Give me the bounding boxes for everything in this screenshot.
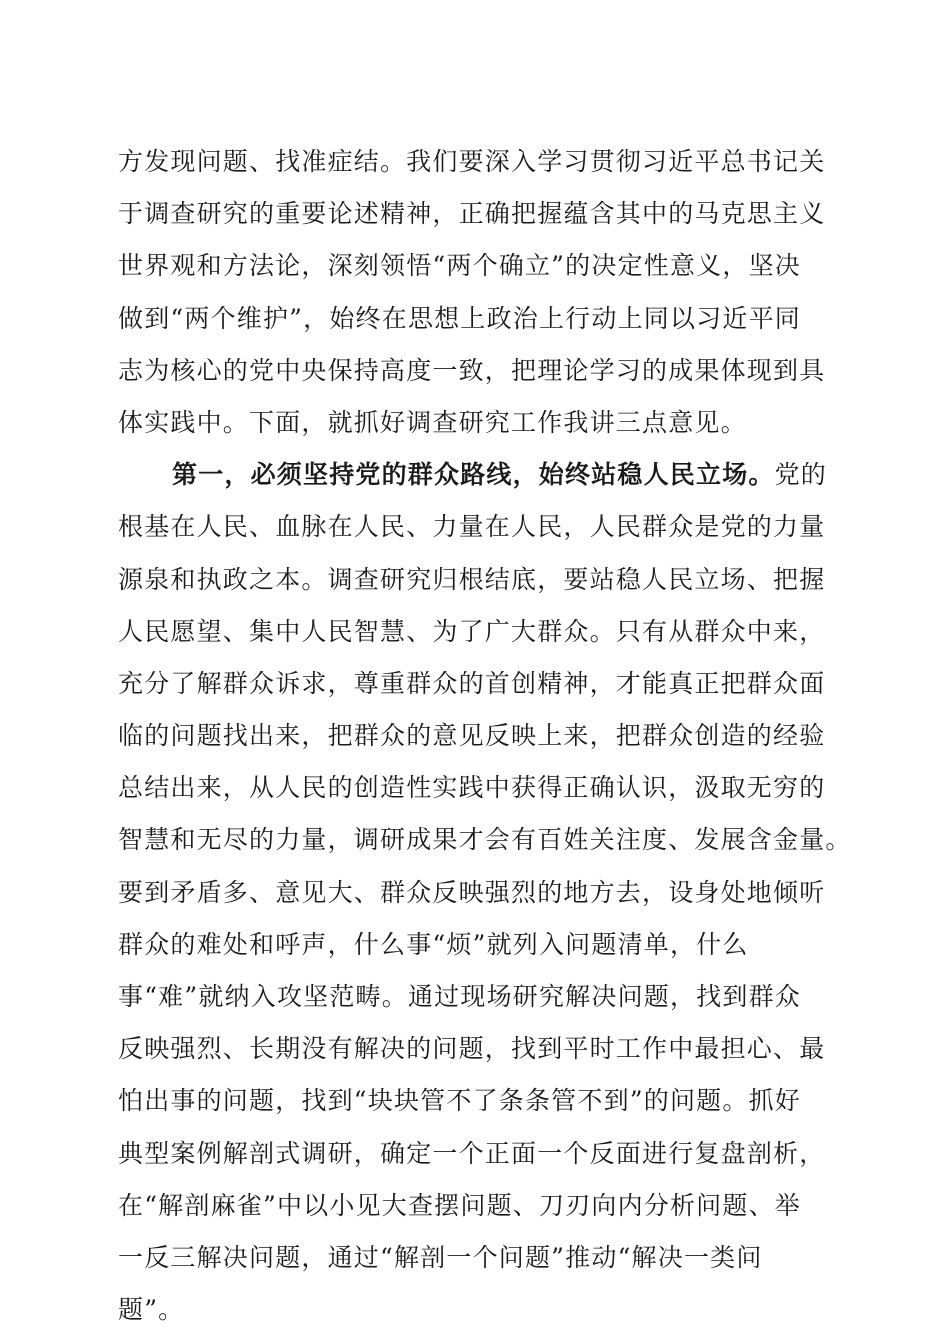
document-body <box>118 136 852 1336</box>
paragraph-line: 在“解剖麻雀”中以小见大查摆问题、刀刃向内分析问题、举 <box>118 1190 801 1220</box>
paragraph-line: 题”。 <box>118 1295 185 1325</box>
paragraph-line: 方发现问题、找准症结。我们要深入学习贯彻习近平总书记关 <box>118 147 826 176</box>
section-first-line <box>118 449 838 501</box>
paragraph-line: 体实践中。下面，就抓好调查研究工作我讲三点意见。 <box>118 407 747 437</box>
paragraph-line: 总结出来，从人民的创造性实践中获得正确认识，汲取无穷的 <box>118 773 826 803</box>
paragraph-line: 充分了解群众诉求，尊重群众的首创精神，才能真正把群众面 <box>118 668 826 698</box>
paragraph-line: 临的问题找出来，把群众的意见反映上来，把群众创造的经验 <box>118 721 826 751</box>
paragraph-line: 世界观和方法论，深刻领悟“两个确立”的决定性意义，坚决 <box>118 251 801 281</box>
paragraph-line: 于调查研究的重要论述精神，正确把握蕴含其中的马克思主义 <box>118 199 826 229</box>
paragraph-line: 反映强烈、长期没有解决的问题，找到平时工作中最担心、最 <box>118 1034 826 1064</box>
section-heading: 第一，必须坚持党的群众路线，始终站稳人民立场。 <box>172 460 775 490</box>
paragraph-line: 志为核心的党中央保持高度一致，把理论学习的成果体现到具 <box>118 355 826 385</box>
paragraph-line: 怕出事的问题，找到“块块管不了条条管不到”的问题。抓好 <box>118 1086 801 1116</box>
paragraph-line: 群众的难处和呼声，什么事“烦”就列入问题清单，什么 <box>118 929 749 959</box>
paragraph-line: 做到“两个维护”，始终在思想上政治上行动上同以习近平同 <box>118 303 801 333</box>
paragraph-line: 要到矛盾多、意见大、群众反映强烈的地方去，设身处地倾听 <box>118 877 826 907</box>
paragraph-line: 智慧和无尽的力量，调研成果才会有百姓关注度、发展含金量。 <box>118 825 852 855</box>
paragraph-line: 源泉和执政之本。调查研究归根结底，要站稳人民立场、把握 <box>118 564 826 594</box>
paragraph-line: 根基在人民、血脉在人民、力量在人民，人民群众是党的力量 <box>118 512 826 542</box>
paragraph-line: 人民愿望、集中人民智慧、为了广大群众。只有从群众中来， <box>118 616 826 646</box>
paragraph-line: 典型案例解剖式调研，确定一个正面一个反面进行复盘剖析， <box>118 1138 826 1168</box>
paragraph-line: 事“难”就纳入攻坚范畴。通过现场研究解决问题，找到群众 <box>118 982 801 1011</box>
paragraph-line: 一反三解决问题，通过“解剖一个问题”推动“解决一类问 <box>118 1242 763 1272</box>
section-first-line-tail: 党的 <box>774 460 828 490</box>
